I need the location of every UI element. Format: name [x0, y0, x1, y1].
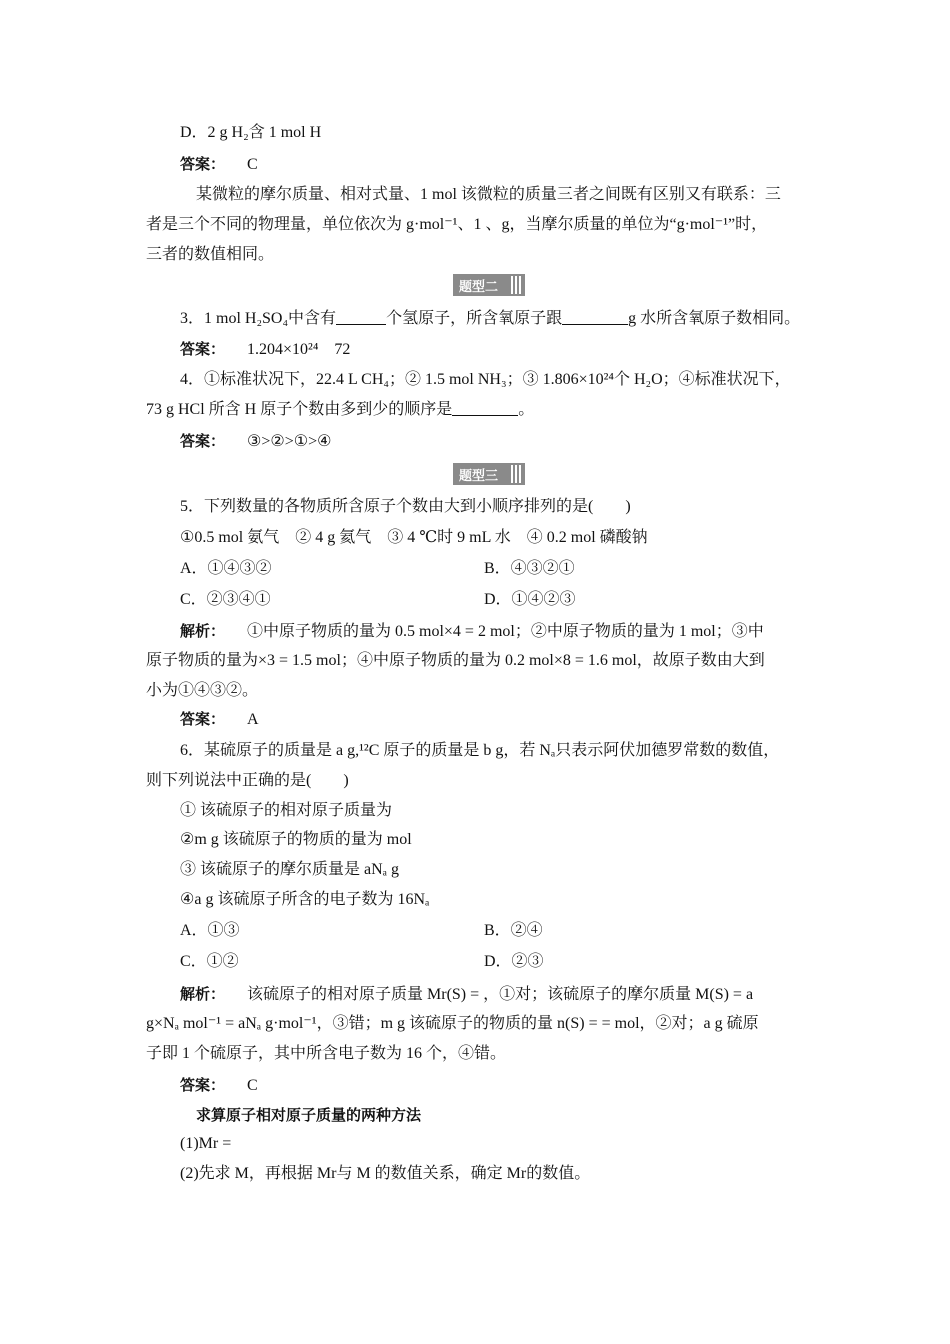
- explanation-label: 解析：: [180, 622, 226, 640]
- q3-text: g 水所含氧原子数相同。: [628, 310, 801, 327]
- answer-label: 答案：: [180, 155, 226, 173]
- q4-answer-row: [180, 430, 331, 453]
- q5-option-a: A．①④③②: [180, 560, 272, 577]
- q5-option-b: B．④③②①: [484, 560, 575, 577]
- method-item: (2)先求 M，再根据 Mr与 M 的数值关系，确定 Mr的数值。: [180, 1165, 591, 1182]
- q6-explanation-line: g×Nₐ mol⁻¹ = aNₐ g·mol⁻¹，③错；m g 该硫原子的物质的量 n(S) = = mol，②对；a g 硫原: [146, 1015, 759, 1032]
- q5-items: ①0.5 mol 氨气 ② 4 g 氦气 ③ 4 ℃时 9 mL 水 ④ 0.2 mol 磷酸钠: [180, 529, 648, 546]
- q5-stem: 5．下列数量的各物质所含原子个数由大到小顺序排列的是( ): [180, 498, 631, 515]
- q5-explanation-line: [180, 620, 764, 643]
- answer-value: C: [247, 156, 258, 173]
- q3-stem: [180, 308, 800, 330]
- section-badge-2: [453, 274, 525, 296]
- method-item: (1)Mr =: [180, 1135, 232, 1152]
- q6-option-d: D．②③: [484, 953, 544, 970]
- q4-stem-line: [146, 399, 534, 421]
- note-line: 三者的数值相同。: [146, 246, 275, 263]
- answer-value: A: [247, 711, 259, 728]
- fill-blank: [562, 308, 628, 325]
- q2-answer-row: [180, 153, 258, 176]
- q5-explanation-line: 小为①④③②。: [146, 682, 259, 699]
- badge-label: 题型二: [459, 279, 499, 295]
- q2-option-d: D．2 g H₂含 1 mol H: [180, 124, 322, 141]
- q6-stem-line: 6．某硫原子的质量是 a g,¹²C 原子的质量是 b g，若 Nₐ只表示阿伏加德罗常数的数值，: [180, 742, 780, 759]
- q6-statement: ④a g 该硫原子所含的电子数为 16Nₐ: [180, 891, 430, 908]
- answer-value: C: [247, 1077, 258, 1094]
- fill-blank: [336, 308, 386, 325]
- q6-option-a: A．①③: [180, 922, 240, 939]
- fill-blank: [452, 399, 518, 416]
- answer-value: 1.204×10²⁴ 72: [247, 341, 351, 358]
- answer-label: 答案：: [180, 340, 226, 358]
- answer-label: 答案：: [180, 1076, 226, 1094]
- q6-statement: ③ 该硫原子的摩尔质量是 aNₐ g: [180, 861, 400, 878]
- badge-bars-icon: [511, 276, 523, 294]
- note-line: 者是三个不同的物理量，单位依次为 g·mol⁻¹、1 、g，当摩尔质量的单位为“g·mol⁻¹”时，: [146, 216, 768, 233]
- answer-label: 答案：: [180, 432, 226, 450]
- q5-explanation-line: 原子物质的量为×3 = 1.5 mol；④中原子物质的量为 0.2 mol×8 = 1.6 mol，故原子数由大到: [146, 652, 765, 669]
- section-badge-3: [453, 463, 525, 485]
- explanation-label: 解析：: [180, 985, 226, 1003]
- q6-explanation-line: [180, 983, 753, 1006]
- badge-label: 题型三: [459, 468, 499, 484]
- q6-stem-line: 则下列说法中正确的是( ): [146, 772, 349, 789]
- q4-stem-line: 4．①标准状况下，22.4 L CH₄；② 1.5 mol NH₃；③ 1.806×10²⁴个 H₂O；④标准状况下，: [180, 371, 791, 388]
- note-line: 某微粒的摩尔质量、相对式量、1 mol 该微粒的质量三者之间既有区别又有联系：三: [196, 186, 781, 203]
- q5-option-d: D．①④②③: [484, 591, 576, 608]
- explanation-text: ①中原子物质的量为 0.5 mol×4 = 2 mol；②中原子物质的量为 1 mol；③中: [247, 623, 764, 640]
- method-title: 求算原子相对原子质量的两种方法: [196, 1106, 422, 1124]
- q6-option-c: C．①②: [180, 953, 239, 970]
- badge-bars-icon: [511, 465, 523, 483]
- q5-answer-row: [180, 708, 259, 731]
- q6-explanation-line: 子即 1 个硫原子，其中所含电子数为 16 个，④错。: [146, 1045, 507, 1062]
- answer-value: ③>②>①>④: [247, 433, 332, 450]
- q5-option-c: C．②③④①: [180, 591, 271, 608]
- q3-text: 个氢原子，所含氧原子跟: [386, 310, 563, 327]
- q4-text: 73 g HCl 所含 H 原子个数由多到少的顺序是: [146, 401, 453, 418]
- q6-option-b: B．②④: [484, 922, 543, 939]
- q6-answer-row: [180, 1074, 258, 1097]
- answer-label: 答案：: [180, 710, 226, 728]
- q3-text: 3．1 mol H₂SO₄中含有: [180, 310, 337, 327]
- q4-text: 。: [518, 401, 535, 418]
- q6-statement: ②m g 该硫原子的物质的量为 mol: [180, 831, 412, 848]
- q6-statement: ① 该硫原子的相对原子质量为: [180, 802, 393, 819]
- q3-answer-row: [180, 338, 350, 361]
- explanation-text: 该硫原子的相对原子质量 Mr(S) = ，①对；该硫原子的摩尔质量 M(S) = a: [247, 986, 754, 1003]
